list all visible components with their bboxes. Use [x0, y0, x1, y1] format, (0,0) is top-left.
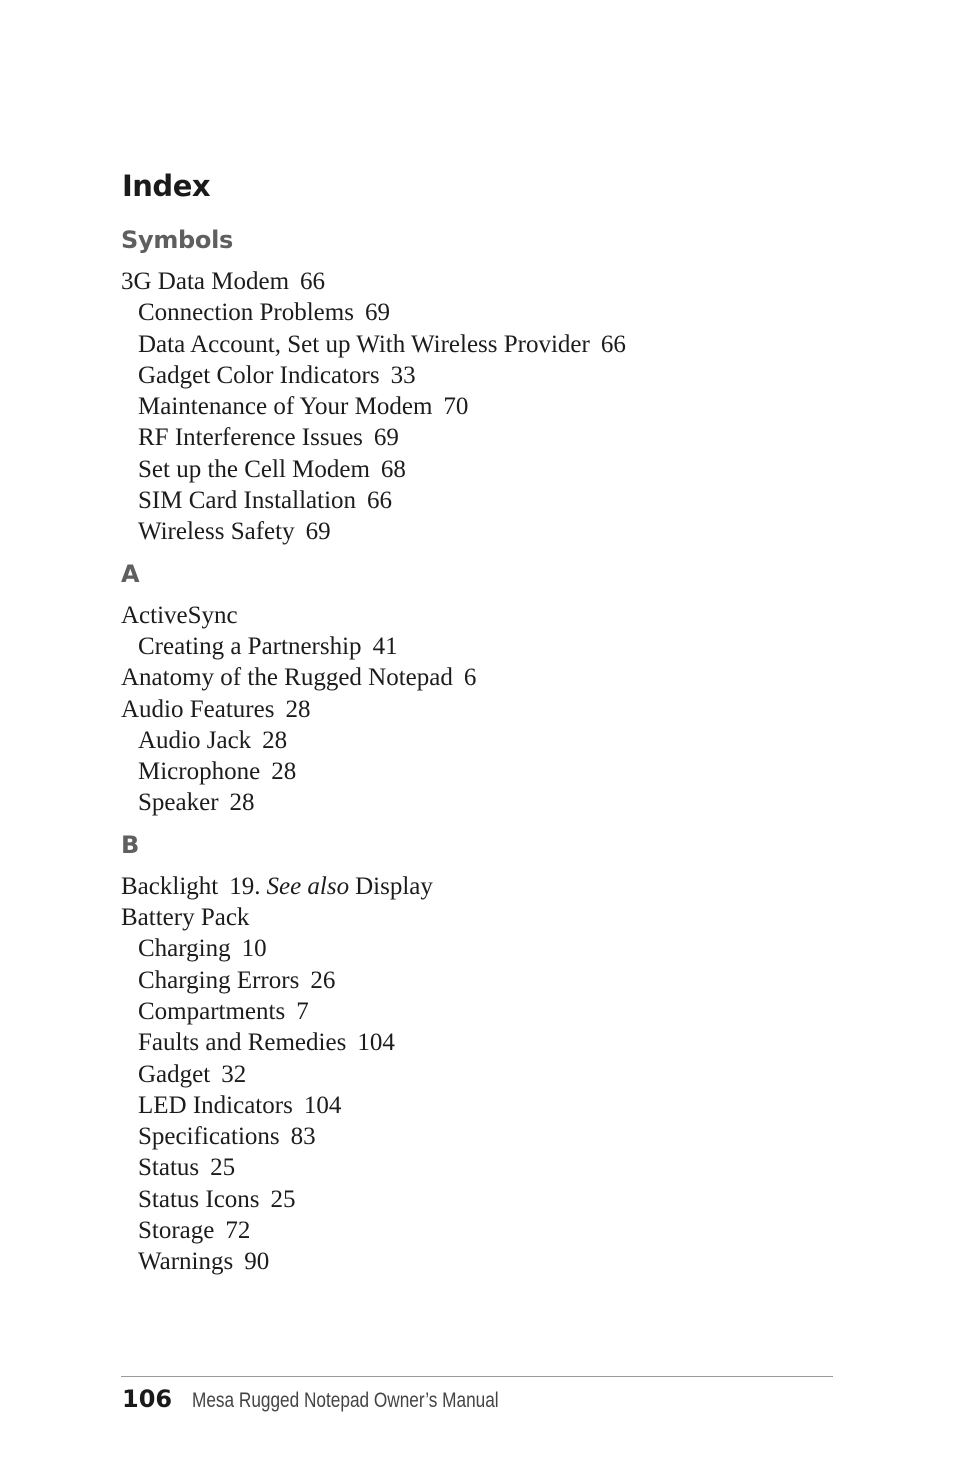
page-reference: 6	[463, 664, 477, 692]
cross-reference: Display	[355, 872, 433, 900]
index-subentry	[121, 1246, 881, 1277]
page-reference: 69	[364, 299, 390, 327]
index-term: Microphone	[138, 758, 261, 786]
index-entry-list	[121, 871, 881, 1278]
page-reference: 66	[367, 487, 393, 515]
index-term: Gadget	[138, 1060, 211, 1088]
index-subentry	[121, 1027, 881, 1058]
index-subentry	[121, 329, 881, 360]
page-reference: 28	[229, 789, 255, 817]
page-reference: 69	[373, 424, 399, 452]
index-term: Maintenance of Your Modem	[138, 393, 433, 421]
page-reference: 32	[221, 1060, 247, 1088]
index-subentry	[121, 787, 881, 818]
page-reference: 41	[372, 632, 398, 660]
page-reference: 72	[225, 1217, 251, 1245]
index-subentry	[121, 1059, 881, 1090]
page-reference: 25	[210, 1154, 236, 1182]
index-term: Connection Problems	[138, 299, 354, 327]
page-reference: 83	[290, 1123, 316, 1151]
index-subentry	[121, 1152, 881, 1183]
page-reference: 104	[357, 1029, 395, 1057]
page-reference: 70	[443, 393, 469, 421]
index-term: Specifications	[138, 1123, 280, 1151]
index-term: Gadget Color Indicators	[138, 361, 380, 389]
index-term: Audio Jack	[138, 726, 252, 754]
index-entry	[121, 871, 881, 902]
section-heading: Symbols	[121, 226, 234, 254]
page-reference: 69	[305, 518, 331, 546]
page-reference: 66	[600, 330, 626, 358]
index-subentry	[121, 454, 881, 485]
section-heading: A	[121, 559, 140, 588]
index-body	[121, 222, 881, 1286]
page-title: Index	[122, 169, 211, 203]
page-reference: 28	[262, 726, 288, 754]
section-heading: B	[121, 830, 139, 859]
index-subentry	[121, 422, 881, 453]
page-reference: 10	[241, 935, 267, 963]
index-subentry	[121, 756, 881, 787]
index-entry-list	[121, 600, 881, 819]
index-term: Speaker	[138, 789, 219, 817]
page-reference: 28	[271, 758, 297, 786]
index-term: Data Account, Set up With Wireless Provider	[138, 330, 590, 358]
index-term: Creating a Partnership	[138, 632, 362, 660]
index-term: Faults and Remedies	[138, 1029, 347, 1057]
index-subentry	[121, 360, 881, 391]
footer-manual-title: Mesa Rugged Notepad Owner’s Manual	[192, 1389, 499, 1412]
index-term: 3G Data Modem	[121, 268, 290, 295]
index-term: Backlight	[121, 872, 219, 900]
index-subentry	[121, 933, 881, 964]
index-subentry	[121, 391, 881, 422]
page-reference: 104	[303, 1091, 342, 1119]
index-subentry	[121, 631, 881, 662]
page-reference: 25	[270, 1185, 296, 1213]
page-reference: 19.	[229, 872, 261, 900]
index-subentry	[121, 1184, 881, 1215]
index-entry	[121, 266, 881, 297]
index-term: Battery Pack	[121, 904, 250, 932]
index-entry	[121, 600, 881, 631]
index-term: Storage	[138, 1217, 215, 1245]
index-term: Compartments	[138, 997, 286, 1025]
index-term: Charging	[138, 935, 231, 963]
index-subentry	[121, 1121, 881, 1152]
index-term: Status Icons	[138, 1185, 260, 1213]
index-subentry	[121, 1090, 881, 1121]
footer-page-number: 106	[122, 1385, 173, 1413]
index-subentry	[121, 297, 881, 328]
index-entry-list	[121, 266, 881, 548]
index-subentry	[121, 996, 881, 1027]
index-subentry	[121, 965, 881, 996]
index-term: ActiveSync	[121, 601, 238, 629]
index-term: SIM Card Installation	[138, 487, 357, 515]
index-term: RF Interference Issues	[138, 424, 363, 452]
page-reference: 66	[300, 268, 326, 295]
page-reference: 33	[390, 361, 416, 389]
index-entry	[121, 902, 881, 933]
index-subentry	[121, 516, 881, 547]
page-reference: 90	[244, 1248, 270, 1276]
index-term: Wireless Safety	[138, 518, 295, 546]
index-entry	[121, 694, 881, 725]
index-term: Audio Features	[121, 695, 275, 723]
footer-divider	[121, 1376, 833, 1377]
index-subentry	[121, 725, 881, 756]
index-entry	[121, 662, 881, 693]
index-term: Set up the Cell Modem	[138, 455, 370, 483]
index-term: Status	[138, 1154, 200, 1182]
see-also-label: See also	[266, 872, 350, 900]
page-reference: 7	[296, 997, 309, 1025]
index-subentry	[121, 485, 881, 516]
page-reference: 26	[310, 966, 336, 994]
index-term: Charging Errors	[138, 966, 300, 994]
index-term: LED Indicators	[138, 1091, 293, 1119]
page-reference: 68	[380, 455, 406, 483]
page-reference: 28	[285, 695, 311, 723]
index-term: Warnings	[138, 1248, 234, 1276]
index-subentry	[121, 1215, 881, 1246]
index-term: Anatomy of the Rugged Notepad	[121, 664, 453, 692]
